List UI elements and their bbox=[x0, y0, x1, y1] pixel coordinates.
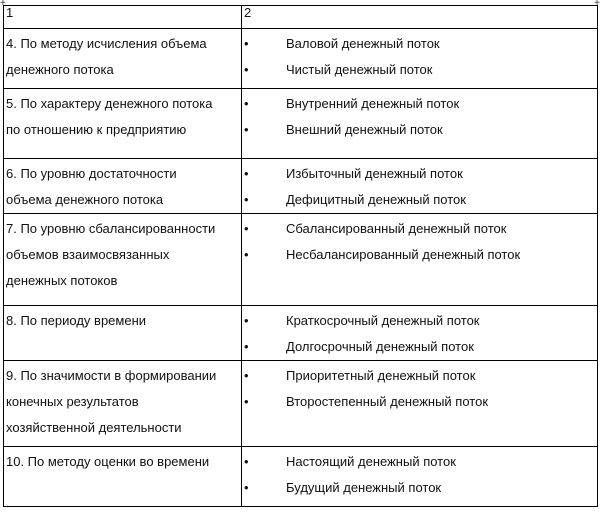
table-row bbox=[4, 159, 598, 214]
criterion-text bbox=[4, 29, 241, 83]
header-row bbox=[4, 6, 598, 29]
criterion-line: 4. По методу исчисления объема bbox=[6, 36, 207, 51]
criterion-line: 9. По значимости в формировании bbox=[6, 368, 217, 383]
table-row bbox=[4, 447, 598, 507]
criterion-text bbox=[4, 447, 241, 475]
list-item-text: Дефицитный денежный поток bbox=[286, 192, 466, 207]
corner-mark-top-right: + bbox=[594, 0, 600, 9]
cash-flow-classification-table bbox=[3, 5, 598, 507]
table-row bbox=[4, 29, 598, 89]
table-row bbox=[4, 214, 598, 306]
criterion-cell bbox=[4, 306, 242, 361]
criterion-line: конечных результатов bbox=[6, 394, 139, 409]
header-number-1: 1 bbox=[6, 5, 14, 20]
criterion-text bbox=[4, 159, 241, 213]
list-item-text: Сбалансированный денежный поток bbox=[286, 221, 507, 236]
bullet-icon: • bbox=[244, 221, 249, 236]
bullet-icon: • bbox=[244, 480, 249, 495]
list-item-text: Несбалансированный денежный поток bbox=[286, 247, 521, 262]
criterion-line: 6. По уровню достаточности bbox=[6, 166, 177, 181]
list-item-text: Краткосрочный денежный поток bbox=[286, 313, 480, 328]
corner-mark-top-left: + bbox=[0, 0, 6, 9]
bullet-icon: • bbox=[244, 96, 249, 111]
list-item-text: Второстепенный денежный поток bbox=[286, 394, 489, 409]
criterion-line: объемов взаимосвязанных bbox=[6, 247, 170, 262]
list-item-text: Будущий денежный поток bbox=[286, 480, 442, 495]
types-cell bbox=[242, 214, 598, 306]
header-cell-1 bbox=[4, 6, 242, 29]
criterion-line: 10. По методу оценки во времени bbox=[6, 454, 210, 469]
criterion-line: 5. По характеру денежного потока bbox=[6, 96, 213, 111]
list-item bbox=[242, 363, 597, 389]
criterion-line: денежного потока bbox=[6, 62, 114, 77]
bullet-icon: • bbox=[244, 394, 249, 409]
bullet-icon: • bbox=[244, 122, 249, 137]
header-number-2: 2 bbox=[244, 5, 252, 20]
bullet-icon: • bbox=[244, 62, 249, 77]
types-cell bbox=[242, 89, 598, 159]
list-item bbox=[242, 308, 597, 334]
types-list bbox=[242, 89, 597, 143]
bullet-icon: • bbox=[244, 368, 249, 383]
criterion-cell bbox=[4, 214, 242, 306]
list-item-text: Чистый денежный поток bbox=[286, 62, 433, 77]
bullet-icon: • bbox=[244, 36, 249, 51]
bullet-icon: • bbox=[244, 192, 249, 207]
list-item bbox=[242, 242, 597, 268]
types-cell bbox=[242, 29, 598, 89]
types-list bbox=[242, 214, 597, 268]
criterion-line: 7. По уровню сбалансированности bbox=[6, 221, 216, 236]
criterion-line: объема денежного потока bbox=[6, 192, 164, 207]
types-list bbox=[242, 159, 597, 213]
bullet-icon: • bbox=[244, 339, 249, 354]
types-list bbox=[242, 361, 597, 415]
list-item-text: Настоящий денежный поток bbox=[286, 454, 456, 469]
list-item bbox=[242, 449, 597, 475]
list-item-text: Приоритетный денежный поток bbox=[286, 368, 476, 383]
criterion-cell bbox=[4, 89, 242, 159]
list-item bbox=[242, 389, 597, 415]
criterion-cell bbox=[4, 29, 242, 89]
bullet-icon: • bbox=[244, 454, 249, 469]
criterion-cell bbox=[4, 447, 242, 507]
list-item bbox=[242, 475, 597, 501]
list-item bbox=[242, 91, 597, 117]
criterion-cell bbox=[4, 361, 242, 447]
types-list bbox=[242, 306, 597, 360]
types-cell bbox=[242, 361, 598, 447]
list-item bbox=[242, 57, 597, 83]
criterion-line: хозяйственной деятельности bbox=[6, 420, 182, 435]
list-item bbox=[242, 117, 597, 143]
types-cell bbox=[242, 447, 598, 507]
table-row bbox=[4, 306, 598, 361]
list-item bbox=[242, 216, 597, 242]
list-item-text: Долгосрочный денежный поток bbox=[286, 339, 474, 354]
list-item-text: Избыточный денежный поток bbox=[286, 166, 463, 181]
criterion-text bbox=[4, 89, 241, 143]
types-list bbox=[242, 29, 597, 83]
list-item bbox=[242, 31, 597, 57]
criterion-text bbox=[4, 214, 241, 294]
list-item-text: Внутренний денежный поток bbox=[286, 96, 460, 111]
criterion-text bbox=[4, 306, 241, 334]
types-cell bbox=[242, 306, 598, 361]
list-item bbox=[242, 161, 597, 187]
types-cell bbox=[242, 159, 598, 214]
table-row bbox=[4, 361, 598, 447]
list-item bbox=[242, 187, 597, 213]
bullet-icon: • bbox=[244, 166, 249, 181]
criterion-text bbox=[4, 361, 241, 441]
criterion-line: денежных потоков bbox=[6, 273, 118, 288]
list-item-text: Валовой денежный поток bbox=[286, 36, 440, 51]
types-list bbox=[242, 447, 597, 501]
criterion-line: по отношению к предприятию bbox=[6, 122, 187, 137]
criterion-line: 8. По периоду времени bbox=[6, 313, 147, 328]
criterion-cell bbox=[4, 159, 242, 214]
bullet-icon: • bbox=[244, 313, 249, 328]
list-item-text: Внешний денежный поток bbox=[286, 122, 443, 137]
table-row bbox=[4, 89, 598, 159]
list-item bbox=[242, 334, 597, 360]
header-cell-2 bbox=[242, 6, 598, 29]
bullet-icon: • bbox=[244, 247, 249, 262]
